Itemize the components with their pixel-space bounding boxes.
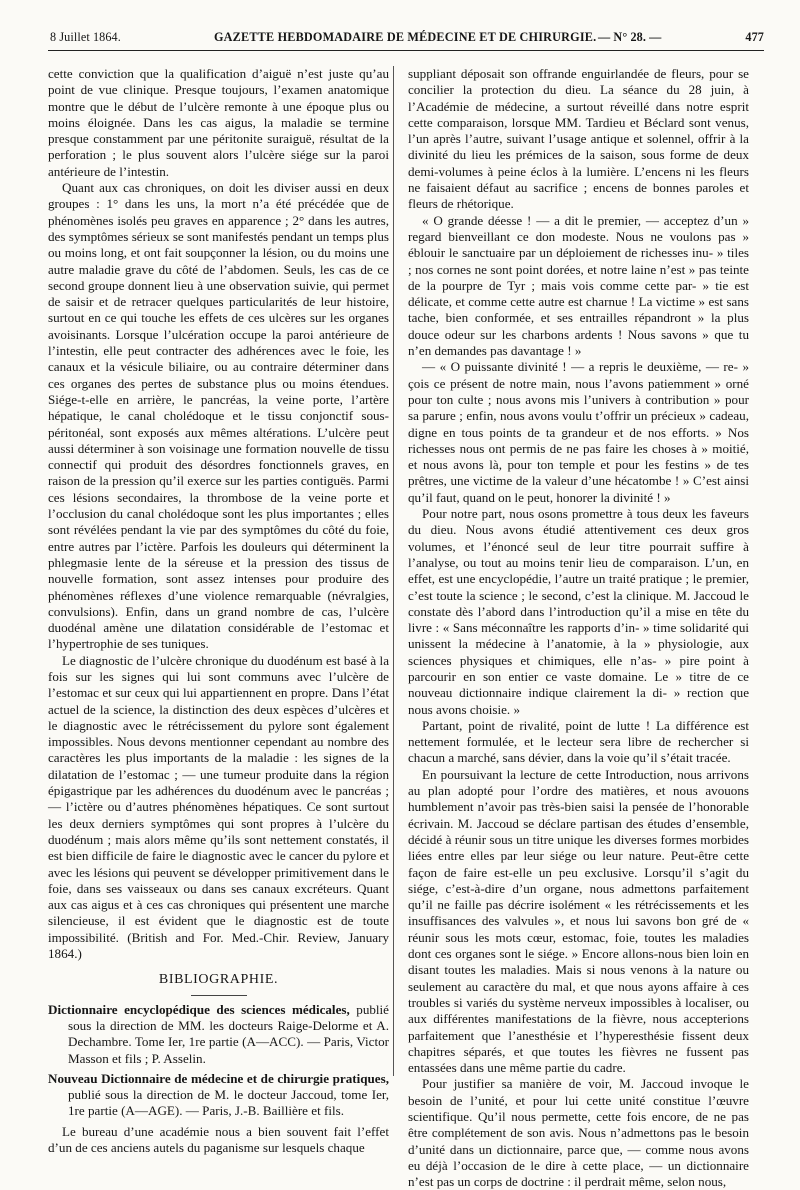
issue-number: — N° 28. —	[598, 30, 662, 44]
column-divider	[393, 66, 394, 1076]
section-heading: BIBLIOGRAPHIE.	[158, 972, 279, 988]
journal-title: GAZETTE HEBDOMADAIRE DE MÉDECINE ET DE CHIRURGIE.	[214, 30, 597, 44]
page-header	[50, 30, 764, 48]
bib-details: publié sous la direction de MM. les docteurs Raige-Delorme et A. Dechambre. Tome Ier, 1re partie (A—ACC). — Paris, Victor Masson et fils ; P. Asselin.	[68, 1001, 389, 1066]
paragraph: suppliant déposait son offrande enguirlandée de fleurs, pour se concilier la protection du dieu. La séance du 28 juin, à l’Académie de médecine, a surtout réveillé dans notre esprit cette comparaison, lorsque MM. Tardieu et Béclard sont venus, l’un après l’autre, suivant l’usage antique et solennel, offrir à la divinité du lieu les prémices de la saison, sous forme de deux demi-volumes à peine éclos à la lumière. L’encens ni les fleurs ne faisaient défaut au sacrifice ; encens de bonnes paroles et fleurs de rhétorique.	[408, 66, 749, 212]
paragraph: Quant aux cas chroniques, on doit les diviser aussi en deux groupes : 1° dans les uns, la mort n’a été précédée que de phénomènes isolés peu graves en apparence ; 2° dans les autres, des symptômes sérieux se sont manifestés pendant un temps plus ou moins long, et ont fait soupçonner la lésion, ou du moins une autre maladie grave du côté de l’abdomen. Seuls, les cas de ce second groupe donnent lieu à une observation suivie, qui permet de saisir et de retracer quelques particularités de leur histoire, surtout en ce qui touche les effets de ces ulcères sur les organes avoisinants. Lorsque l’ulcération occupe la paroi antérieure de l’intestin, elle peut contracter des adhérences avec le foie, les canaux et la vésicule biliaire, ou au contraire déterminer dans ces organes des pertes de substance plus ou moins étendues. Siége-t-elle en arrière, le pancréas, la veine porte, l’artère hépatique, le canal cholédoque et le tissu conjonctif sous-péritonéal, sont exposés aux mêmes altérations. L’ulcère peut aussi déterminer à son voisinage une formation nouvelle de tissu connectif qui produit des désordres fonctionnels graves, en raison de la pression qu’il exerce sur les parties contiguës. Parmi ces lésions secondaires, la thrombose de la veine porte et l’occlusion du canal cholédoque sont les plus importantes ; elles sont révélées pendant la vie par des symptômes du côté du foie, entre autres par l’ictère. Parfois les douleurs qui déterminent la phlegmasie lente de la séreuse et la pression des tissus de nouvelle formation, sont assez intenses pour produire des phénomènes réflexes d’une violence remarquable (névralgies, convulsions). Enfin, dans un grand nombre de cas, l’ulcère duodénal amène une dilatation considérable de l’estomac et l’hypertrophie de ses tuniques.	[48, 180, 389, 652]
bibliography-entry	[48, 1071, 389, 1120]
quotation: « O grande déesse ! — a dit le premier, — acceptez d’un » regard bienveillant ce don modeste. Nous ne voulons pas » éblouir le sanctuaire par un déploiement de richesses inu- » tiles ; nos cornes ne sont point dorées, et notre laine n’est » pas teinte de la pourpre de Tyr ; mais vois comme cette par- » tie est délicate, et comme cette autre est charnue ! La victime » est sans tache, bien conformée, et ses entrailles répandront » la plus douce odeur sur les charbons ardents ! Nous savons » que tu n’en demandes pas davantage ! »	[408, 212, 749, 359]
header-date: 8 Juillet 1864.	[50, 30, 121, 44]
paragraph: En poursuivant la lecture de cette Introduction, nous arrivons au plan adopté pour l’ordre des matières, et nous avouons humblement n’avoir pas très-bien saisi la pensée de l’honorable écrivain. M. Jaccoud se déclare partisan des études d’ensemble, décidé à réunir sous un titre unique les diverses formes morbides liées entre elles par leur siége ou leur nature. Peut-être cette façon de faire est-elle un peu exclusive. Lorsqu’il s’agit du siége, c’est-à-dire d’un organe, nous admettons parfaitement qu’il ne faille pas décrire isolément « les rétrécissements et les insuffisances des valvules », et nous lui savons bon gré de « réunir sous les mots cœur, estomac, foie, toutes les maladies dont ces organes sont le siége. » Encore allons-nous bien loin en disant toutes les maladies. Mais si nous venons à la nature ou seulement au caractère du mal, et que nous ayons affaire à ces troubles si variés du système nerveux impossibles à localiser, ou aux différentes manifestations de la fièvre, nous accepterions parfaitement que l’anesthésie et l’hyperesthésie fissent deux chapitres séparés, et que toutes les fièvres ne fussent pas entassées dans une même partie du cadre.	[408, 766, 749, 1076]
paragraph: Partant, point de rivalité, point de lutte ! La différence est nettement formulée, et le lecteur sera libre de rechercher si chacun a marché, sans dévier, dans la voie qu’il s’était tracée.	[408, 717, 749, 766]
paragraph: cette conviction que la qualification d’aiguë n’est juste qu’au point de vue clinique. Presque toujours, l’examen anatomique montre que le début de l’ulcère remonte à une époque plus ou moins éloignée. Dans les cas aigus, la maladie se termine presque constamment par une péritonite suraiguë, résultat de la perforation ; le plus souvent alors l’ulcère siége sur la paroi antérieure de l’intestin.	[48, 66, 389, 179]
paragraph: Le bureau d’une académie nous a bien souvent fait l’effet d’un de ces anciens autels du paganisme sur lesquels chaque	[48, 1123, 389, 1155]
page-number: 477	[745, 30, 764, 44]
bibliography-entry	[48, 1002, 389, 1067]
quotation: — « O puissante divinité ! — a repris le deuxième, — re- » çois ce présent de notre main, nous l’avons patiemment » orné pour ton culte ; nous avons mis l’univers à contribution » pour sa parure ; enfin, nous avons voulu t’offrir un précieux » cadeau, digne en tous points de ta grandeur et de nos efforts. » Nos richesses nous ont permis de ne pas faire les choses à » moitié, et nous avons là, pour ton temple et pour les festins » de tes prêtres, une victime de la valeur d’une hécatombe ! » C’est ainsi qu’il faut, quand on le peut, honorer la divinité ! »	[408, 359, 749, 505]
bib-title: Dictionnaire encyclopédique des sciences médicales,	[48, 1001, 350, 1017]
left-column	[48, 66, 389, 1155]
paragraph: Pour notre part, nous osons promettre à tous deux les faveurs du dieu. Nous avons étudié attentivement ces deux gros volumes, et l’énoncé seul de leur titre pourrait suffire à l’analyse, ou tout au moins tenir lieu de comparaison. L’un, en effet, est une encyclopédie, l’autre un traité pratique ; le premier, c’est toute la science ; le second, c’est la clinique. M. Jaccoud le constate dès l’abord dans l’introduction qu’il a mise en tête du livre : « Sans méconnaître les rapports d’in- » time solidarité qui unissent la médecine à l’anatomie, à la » physiologie, aux sciences physiques et chimiques, elle n’as- » pire point à parcourir en son entier ce vaste domaine. Le » titre de ce nouveau dictionnaire indique clairement la di- » rection que nous avons choisie. »	[408, 506, 749, 717]
bib-title: Nouveau Dictionnaire de médecine et de chirurgie pratiques,	[48, 1070, 389, 1086]
header-rule	[48, 50, 764, 51]
right-column	[408, 66, 749, 1190]
paragraph: Pour justifier sa manière de voir, M. Jaccoud invoque le besoin de l’unité, et pour lui cette unité constitue l’œuvre scientifique. Qu’il nous permette, cette fois encore, de ne pas être complétement de son avis. Nous n’admettons pas le besoin d’unité dans un dictionnaire, parce que, — comme nous avons eu déjà l’occasion de le dire à cette place, — un dictionnaire n’est pas un corps de doctrine : il perdrait même, selon nous,	[408, 1076, 749, 1190]
paragraph: Le diagnostic de l’ulcère chronique du duodénum est basé à la fois sur les signes qui lui sont communs avec l’ulcère de l’estomac et sur ceux qui lui appartiennent en propre. Dans l’état actuel de la science, la distinction des deux espèces d’ulcères et le diagnostic avec le rétrécissement du pylore sont également impossibles. Nous devons mentionner cependant au nombre des caractères les plus importants de la maladie : les signes de la dilatation de l’estomac ; — une tumeur produite dans la région épigastrique par les adhérences du duodénum avec le pancréas ; — l’ictère ou d’autres phénomènes hépatiques. Ce sont surtout les deux derniers symptômes qui sont propres à l’ulcère du duodénum ; mais alors même qu’ils sont nettement constatés, il est bien difficile de faire le diagnostic avec le cancer du pylore et avec les lésions qui peuvent se développer primitivement dans le foie, dans ses vaisseaux ou dans ses canaux excréteurs. Quant aux cas aigus et à ces cas chroniques qui présentent une marche silencieuse, il est évident que le diagnostic est de toute impossibilité. (British and For. Med.-Chir. Review, January 1864.)	[48, 652, 389, 962]
bib-details: publié sous la direction de M. le docteur Jaccoud, tome Ier, 1re partie (A—AGE). — Paris, J.-B. Baillière et fils.	[68, 1087, 389, 1119]
section-rule	[191, 995, 247, 996]
